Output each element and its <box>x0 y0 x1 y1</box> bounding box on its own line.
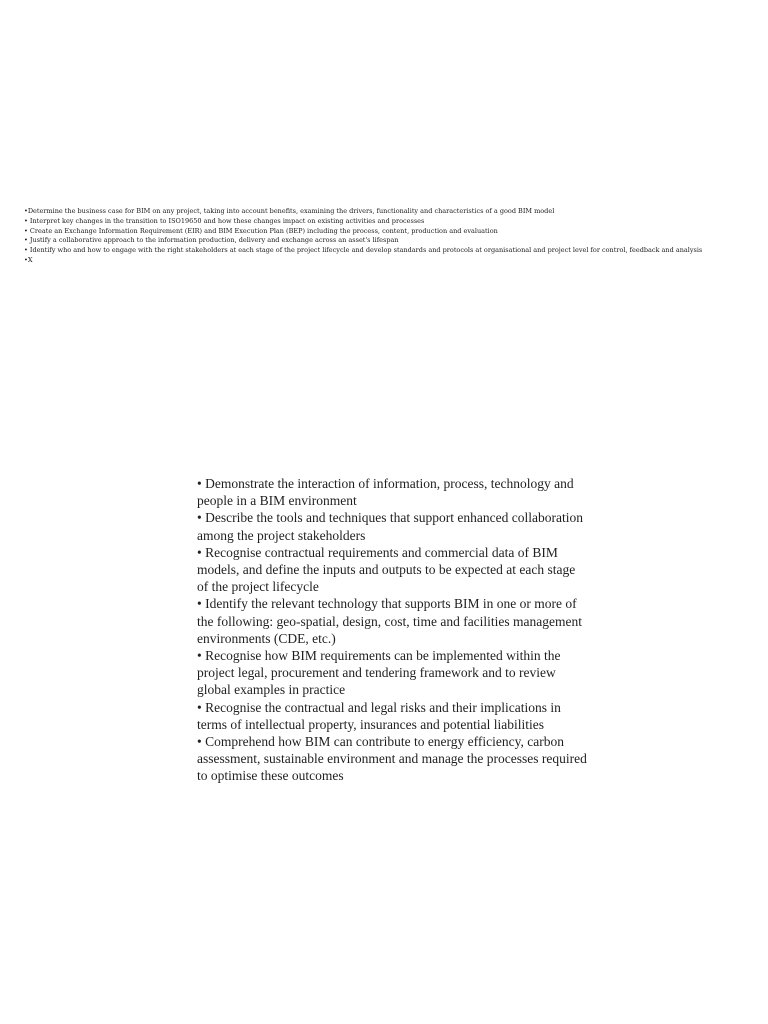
list-item <box>24 256 764 266</box>
list-item-text: Justify a collaborative approach to the information production, delivery and exchange across an asset's lifespan <box>27 236 399 245</box>
list-item-text: Identify the relevant technology that supports BIM in one or more of the following: geo-spatial, design, cost, time and facilities management environments (CDE, etc.) <box>197 596 583 646</box>
list-item <box>197 544 587 596</box>
bullet: • <box>197 596 202 612</box>
bullet: • <box>24 236 28 245</box>
bullet: • <box>24 255 28 264</box>
list-item-text: Create an Exchange Information Requirement (EIR) and BIM Execution Plan (BEP) including the process, content, production and evaluation <box>27 226 498 235</box>
bullet: • <box>197 476 202 491</box>
list-item <box>197 509 587 543</box>
list-item <box>24 217 764 227</box>
bullet: • <box>24 207 28 215</box>
list-item-text: Describe the tools and techniques that support enhanced collaboration among the project stakeholders <box>197 510 583 543</box>
list-item <box>197 699 587 733</box>
list-item <box>24 236 764 246</box>
bullet: • <box>24 226 28 235</box>
list-item-text: Demonstrate the interaction of information, process, technology and people in a BIM environment <box>197 476 574 509</box>
bullet: • <box>197 544 202 560</box>
list-item <box>24 227 764 237</box>
list-item <box>197 475 587 509</box>
bullet: • <box>197 648 202 664</box>
bullet: • <box>24 246 28 255</box>
list-item-text: Interpret key changes in the transition to ISO19650 and how these changes impact on existing activities and processes <box>27 216 425 225</box>
list-item-text: Identify who and how to engage with the right stakeholders at each stage of the project lifecycle and develop standards and protocols at organisational and project level for control, feedback and analysis <box>27 246 703 255</box>
list-item-text: Determine the business case for BIM on any project, taking into account benefits, examining the drivers, functionality and characteristics of a good BIM model <box>27 207 555 215</box>
learning-outcomes-big-list <box>197 475 587 785</box>
list-item <box>24 207 764 217</box>
bullet: • <box>197 699 202 715</box>
list-item-text: Recognise contractual requirements and commercial data of BIM models, and define the inputs and outputs to be expected at each stage of the project lifecycle <box>197 544 576 595</box>
bullet: • <box>197 510 202 526</box>
list-item <box>197 595 587 647</box>
list-item <box>24 246 764 256</box>
list-item <box>197 733 587 785</box>
list-item-text: X <box>27 255 33 264</box>
bullet: • <box>24 216 28 225</box>
list-item-text: Comprehend how BIM can contribute to energy efficiency, carbon assessment, sustainable environment and manage the processes required to optimise these outcomes <box>197 734 587 784</box>
list-item <box>197 647 587 699</box>
bullet: • <box>197 734 202 750</box>
list-item-text: Recognise the contractual and legal risks and their implications in terms of intellectual property, insurances and potential liabilities <box>197 699 561 732</box>
list-item-text: Recognise how BIM requirements can be implemented within the project legal, procurement and tendering framework and to review global examples in practice <box>197 648 561 698</box>
learning-outcomes-small-list <box>24 207 764 266</box>
